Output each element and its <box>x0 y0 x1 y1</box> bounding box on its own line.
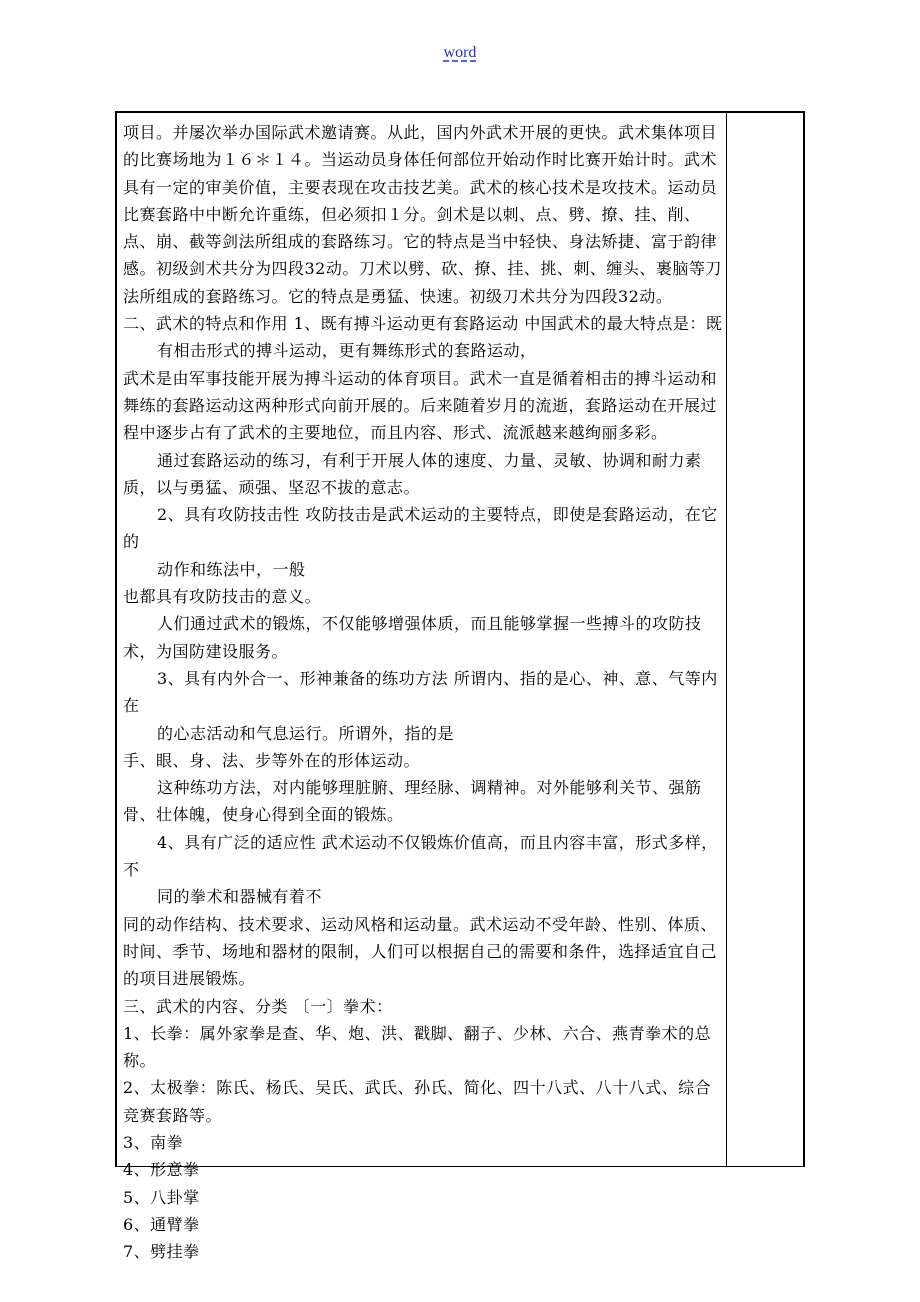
list-item: 1、长拳：属外家拳是查、华、炮、洪、戳脚、翻子、少林、六合、燕青拳术的总称。 <box>123 1023 712 1071</box>
paragraph: 的心志活动和气息运行。所谓外，指的是 <box>157 723 455 743</box>
paragraph: 也都具有攻防技击的意义。 <box>123 587 322 607</box>
list-item: 2、太极拳：陈氏、杨氏、吴氏、武氏、孙氏、简化、四十八式、八十八式、综合竞赛套路等。 <box>123 1078 712 1125</box>
list-item: 3、南拳 <box>123 1132 184 1152</box>
paragraph: 3、具有内外合一、形神兼备的练功方法 所谓内、指的是心、神、意、气等内在 <box>123 668 718 716</box>
paragraph: 通过套路运动的练习，有利于开展人体的速度、力量、灵敏、协调和耐力素质，以与勇猛、顽强、坚忍不拔的意志。 <box>123 450 702 497</box>
paragraph: 4、具有广泛的适应性 武术运动不仅锻炼价值高，而且内容丰富，形式多样，不 <box>123 832 718 880</box>
list-item: 4、形意拳 <box>123 1160 200 1180</box>
section-heading-3: 三、武术的内容、分类 〔一〕拳术： <box>123 996 393 1016</box>
list-item: 5、八卦掌 <box>123 1187 200 1207</box>
document-body <box>123 119 725 1265</box>
list-item: 7、劈挂拳 <box>123 1242 200 1262</box>
paragraph: 武术是由军事技能开展为搏斗运动的体育项目。武术一直是循着相击的搏斗运动和舞练的套路运动这两种形式向前开展的。后来随着岁月的流逝，套路运动在开展过程中逐步占有了武术的主要地位，而且内容、形式、流派越来越绚丽多彩。 <box>123 368 718 443</box>
paragraph: 人们通过武术的锻炼，不仅能够增强体质，而且能够掌握一些搏斗的攻防技术，为国防建设服务。 <box>123 614 702 661</box>
paragraph: 有相击形式的搏斗运动，更有舞练形式的套路运动， <box>157 341 537 361</box>
column-divider <box>726 113 727 1166</box>
paragraph: 2、具有攻防技击性 攻防技击是武术运动的主要特点，即使是套路运动，在它的 <box>123 505 718 552</box>
page-header <box>0 42 920 62</box>
paragraph: 这种练功方法，对内能够理脏腑、理经脉、调精神。对外能够利关节、强筋骨、壮体魄，使身心得到全面的锻炼。 <box>123 778 702 825</box>
paragraph: 动作和练法中，一般 <box>157 559 306 579</box>
list-item: 6、通臂拳 <box>123 1214 200 1234</box>
section-heading-2: 二、武术的特点和作用 1、既有搏斗运动更有套路运动 中国武术的最大特点是：既 <box>123 314 723 334</box>
paragraph: 同的拳术和器械有着不 <box>157 887 323 907</box>
document-table <box>115 111 805 1262</box>
paragraph: 手、眼、身、法、步等外在的形体运动。 <box>123 750 421 770</box>
paragraph: 同的动作结构、技术要求、运动风格和运动量。武术运动不受年龄、性别、体质、时间、季节、场地和器材的限制，人们可以根据自己的需要和条件，选择适宜自己的项目进展锻炼。 <box>123 914 718 989</box>
paragraph: 项目。并屡次举办国际武术邀请赛。从此，国内外武术开展的更快。武术集体项目的比赛场地为１６＊１４。当运动员身体任何部位开始动作时比赛开始计时。武术具有一定的审美价值，主要表现在攻击技艺美。武术的核心技术是攻技术。运动员比赛套路中中断允许重练，但必须扣１分。剑术是以刺、点、劈、撩、挂、削、点、崩、截等剑法所组成的套路练习。它的特点是当中轻快、身法矫捷、富于韵律感。初级剑术共分为四段32动。刀术以劈、砍、撩、挂、挑、刺、缠头、裹脑等刀法所组成的套路练习。它的特点是勇猛、快速。初级刀术共分为四段32动。 <box>123 123 722 306</box>
header-word-link[interactable]: word <box>443 44 477 61</box>
